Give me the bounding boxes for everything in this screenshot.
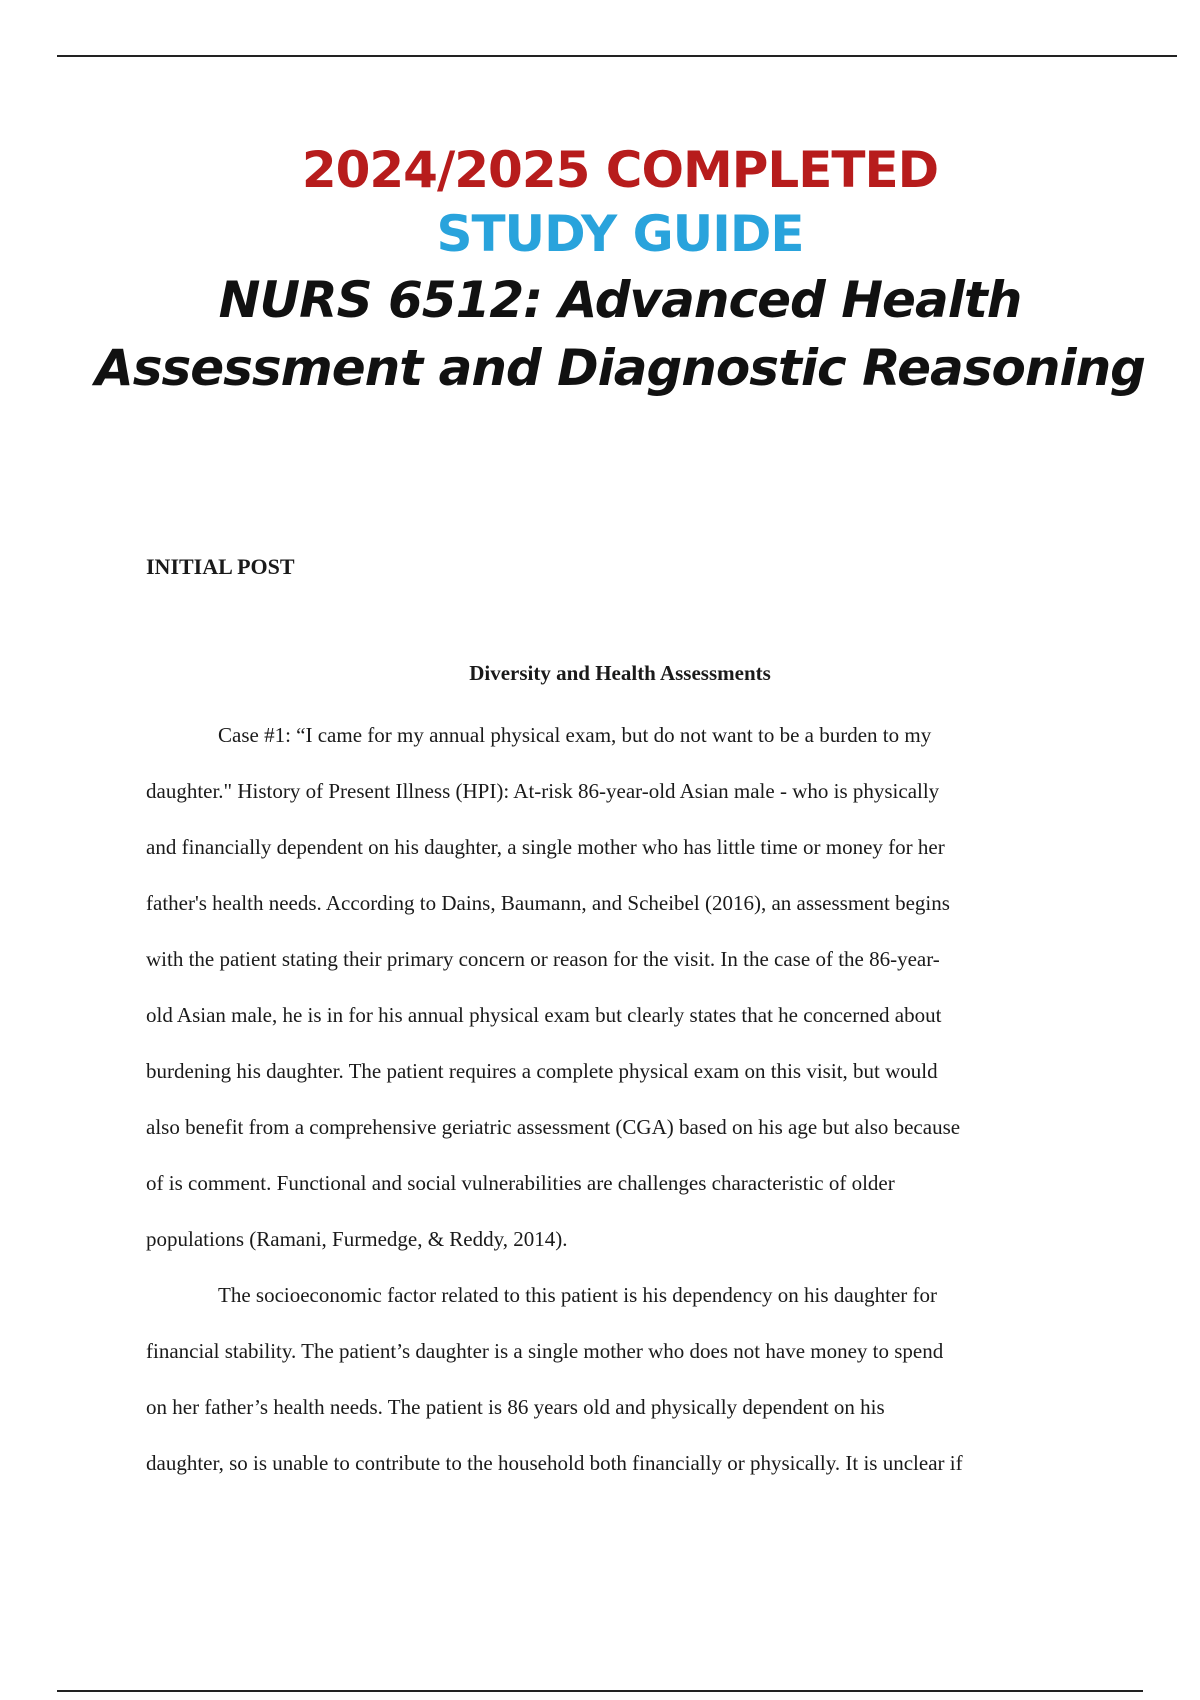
paragraph-line: also benefit from a comprehensive geriatric assessment (CGA) based on his age but also because xyxy=(146,1115,961,1139)
paragraph xyxy=(146,707,1086,1267)
paragraph-line: daughter, so is unable to contribute to the household both financially or physically. It is unclear if xyxy=(146,1451,963,1475)
essay-body xyxy=(146,707,1086,1491)
section-heading: INITIAL POST xyxy=(146,554,295,579)
paragraph-line: financial stability. The patient’s daughter is a single mother who does not have money to spend xyxy=(146,1339,944,1363)
paragraph-line: The socioeconomic factor related to this patient is his dependency on his daughter for xyxy=(218,1283,938,1307)
top-rule xyxy=(57,55,1177,57)
paragraph-line: of is comment. Functional and social vulnerabilities are challenges characteristic of older xyxy=(146,1171,895,1195)
paragraph-line: and financially dependent on his daughter, a single mother who has little time or money for her xyxy=(146,835,945,859)
document-title xyxy=(0,138,1200,402)
title-course-line: NURS 6512: Advanced Health xyxy=(218,271,1022,329)
paragraph-line: old Asian male, he is in for his annual physical exam but clearly states that he concerned about xyxy=(146,1003,942,1027)
essay-heading: Diversity and Health Assessments xyxy=(469,661,771,685)
paragraph-line: Case #1: “I came for my annual physical exam, but do not want to be a burden to my xyxy=(218,723,932,747)
paragraph-line: daughter." History of Present Illness (HPI): At-risk 86-year-old Asian male - who is physically xyxy=(146,779,940,803)
paragraph-line: on her father’s health needs. The patient is 86 years old and physically dependent on his xyxy=(146,1395,885,1419)
paragraph xyxy=(146,1267,1086,1491)
paragraph-line: with the patient stating their primary concern or reason for the visit. In the case of the 86-year- xyxy=(146,947,940,971)
title-study-guide-line: STUDY GUIDE xyxy=(436,205,804,263)
bottom-rule xyxy=(57,1690,1143,1692)
title-year-line: 2024/2025 COMPLETED xyxy=(301,141,939,199)
title-course-line-2: Assessment and Diagnostic Reasoning xyxy=(95,339,1145,397)
paragraph-line: burdening his daughter. The patient requires a complete physical exam on this visit, but would xyxy=(146,1059,938,1083)
paragraph-line: populations (Ramani, Furmedge, & Reddy, 2014). xyxy=(146,1227,568,1251)
paragraph-line: father's health needs. According to Dains, Baumann, and Scheibel (2016), an assessment begins xyxy=(146,891,950,915)
